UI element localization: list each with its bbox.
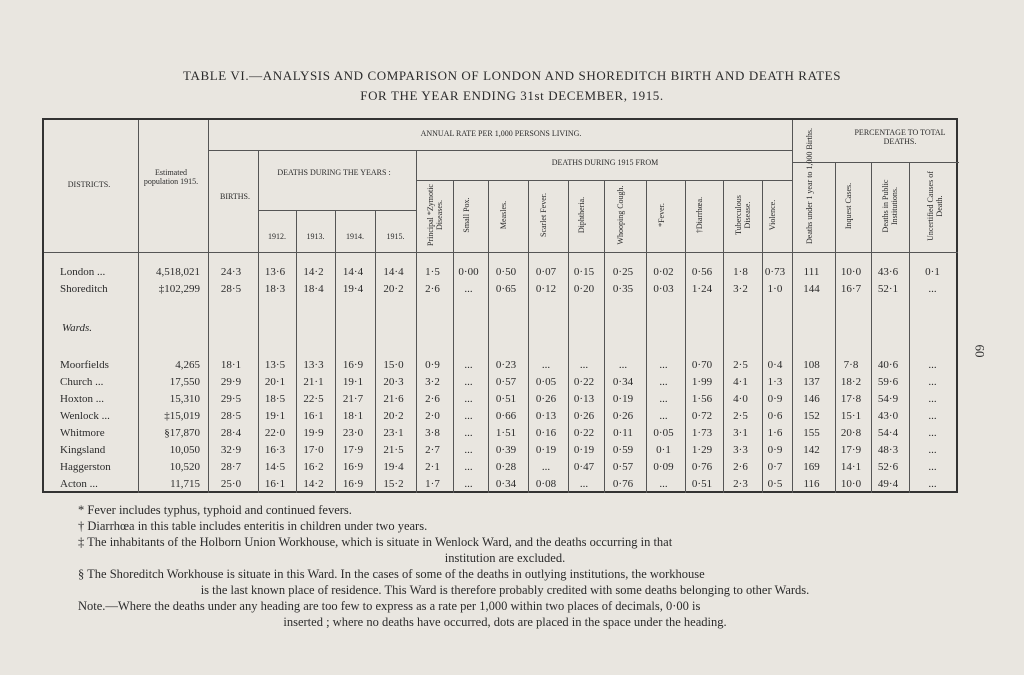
ward-row-cell: 13·5	[264, 359, 286, 371]
ward-row-cell: 0·23	[495, 359, 517, 371]
ward-row-cell: 59·6	[877, 376, 899, 388]
header-deaths-years: DEATHS DURING THE YEARS :	[277, 168, 391, 177]
ward-row-cell: 28·4	[220, 427, 242, 439]
table-row-cell: 0·15	[573, 266, 595, 278]
ward-row-cell: 19·1	[264, 410, 286, 422]
ward-row-cell: 3·1	[733, 427, 748, 439]
table-row-cell: 0·02	[653, 266, 674, 278]
ward-row-cell: ...	[659, 410, 668, 422]
ward-row-cell: 137	[803, 376, 820, 388]
ward-row-cell: 0·26	[612, 410, 634, 422]
ward-row-cell: 14·1	[840, 461, 862, 473]
ward-row-cell: ...	[464, 359, 473, 371]
ward-row-cell: ...	[659, 376, 668, 388]
ward-row-cell: 54·9	[877, 393, 899, 405]
ward-row-cell: 18·1	[342, 410, 364, 422]
ward-row-cell: 28·7	[220, 461, 242, 473]
ward-row-cell: 0·6	[767, 410, 783, 422]
table-subtitle: FOR THE YEAR ENDING 31st DECEMBER, 1915.	[360, 88, 664, 103]
ward-row-cell: 0·08	[535, 478, 557, 490]
ward-row-cell: ...	[928, 427, 937, 439]
table-row-cell: 1·5	[425, 266, 440, 278]
ward-row-cell: 28·5	[220, 410, 242, 422]
header-pct-1: Deaths in Public Institutions.	[881, 179, 899, 233]
ward-row-cell: 20·3	[383, 376, 404, 388]
header-cause-8: Tuberculous Disease.	[733, 195, 752, 235]
header-cause-5: Whooping Cough.	[616, 185, 625, 245]
ward-row-cell: 0·22	[573, 427, 595, 439]
ward-row-cell: 0·13	[573, 393, 595, 405]
header-cause-0: Principal *Zymotic Diseases.	[425, 184, 444, 246]
table-row-cell: 0·12	[535, 283, 557, 295]
ward-row-cell: 20·8	[840, 427, 862, 439]
ward-row-cell: 18·5	[264, 393, 286, 405]
ward-row-cell: 146	[803, 393, 820, 405]
ward-row-cell: ...	[659, 478, 668, 490]
table-row-cell: 3·2	[733, 283, 748, 295]
header-year: 1912.	[268, 232, 286, 241]
table-row-cell: 0·56	[691, 266, 713, 278]
table-row-cell: 18·3	[264, 283, 286, 295]
ward-row-cell: 0·26	[535, 393, 557, 405]
table-row-cell: 14·4	[342, 266, 364, 278]
table-row-cell: ...	[928, 283, 937, 295]
ward-row-cell: 29·9	[220, 376, 242, 388]
ward-row-cell: 19·9	[303, 427, 324, 439]
ward-row-district: Hoxton ...	[60, 393, 104, 405]
ward-row-cell: 0·57	[495, 376, 517, 388]
ward-row-cell: ...	[618, 359, 628, 371]
ward-row-cell: 0·34	[612, 376, 634, 388]
ward-row-cell: 15·0	[383, 359, 404, 371]
column-rule	[416, 150, 417, 493]
ward-row-district: Moorfields	[60, 359, 109, 371]
table-row-cell: 19·4	[342, 283, 364, 295]
ward-row-cell: 7·8	[843, 359, 859, 371]
ward-row-cell: ...	[464, 478, 473, 490]
footnote-note: Note.—Where the deaths under any heading are too few to express as a rate per 1,000 within two places of decimals, 0·00 is	[78, 599, 701, 613]
ward-row-cell: 169	[803, 461, 820, 473]
ward-row-cell: 17·9	[840, 444, 862, 456]
ward-row-cell: 0·47	[573, 461, 595, 473]
ward-row-cell: ...	[659, 393, 668, 405]
ward-row-cell: 29·5	[220, 393, 242, 405]
ward-row-cell: 21·1	[303, 376, 324, 388]
ward-row-cell: ...	[541, 359, 551, 371]
header-cause-1: Small Pox.	[461, 197, 471, 233]
ward-row-cell: 54·4	[877, 427, 899, 439]
header-cause-3: Scarlet Fever.	[539, 193, 548, 237]
footnote-fever: * Fever includes typhus, typhoid and continued fevers.	[78, 503, 352, 517]
ward-row-cell: 0·19	[573, 444, 595, 456]
header-cause-2: Measles.	[499, 200, 508, 230]
header-infant-deaths: Deaths under 1 year to 1,000 Births.	[804, 128, 814, 244]
ward-row-cell: 16·2	[303, 461, 324, 473]
ward-row-cell: 0·9	[767, 393, 783, 405]
ward-row-cell: ...	[464, 427, 473, 439]
footnotes	[60, 502, 950, 630]
ward-row-district: Acton ...	[60, 478, 98, 490]
ward-row-cell: 25·0	[220, 478, 242, 490]
ward-row-cell: 20·1	[264, 376, 286, 388]
ward-row-cell: 0·39	[495, 444, 517, 456]
ward-row-cell: 0·11	[613, 427, 633, 439]
ward-row-cell: 23·0	[342, 427, 364, 439]
ward-row-cell: 0·59	[612, 444, 634, 456]
ward-row-cell: 17,550	[169, 376, 200, 388]
ward-row-cell: ...	[928, 410, 937, 422]
ward-row-cell: 0·7	[767, 461, 783, 473]
table-row-cell: 43·6	[877, 266, 899, 278]
ward-row-cell: 13·3	[303, 359, 324, 371]
ward-row-cell: ...	[464, 461, 473, 473]
ward-row-cell: 0·22	[573, 376, 595, 388]
ward-row-cell: 0·13	[535, 410, 557, 422]
ward-row-cell: 0·9	[767, 444, 783, 456]
ward-row-cell: ...	[464, 410, 473, 422]
header-year: 1914.	[346, 232, 364, 241]
ward-row-cell: 152	[803, 410, 820, 422]
ward-row-cell: 0·76	[612, 478, 634, 490]
ward-row-cell: 0·70	[691, 359, 713, 371]
table-row-cell: 0·50	[495, 266, 517, 278]
ward-row-cell: ...	[928, 444, 937, 456]
table-row-cell: 1·24	[691, 283, 713, 295]
ward-row-cell: 0·51	[495, 393, 517, 405]
table-row-cell: 0·00	[458, 266, 479, 278]
ward-row-cell: 10,050	[169, 444, 200, 456]
ward-row-cell: 3·3	[733, 444, 748, 456]
ward-row-cell: 52·6	[877, 461, 899, 473]
ward-row-cell: 23·1	[383, 427, 404, 439]
ward-row-cell: 0·34	[495, 478, 517, 490]
ward-row-cell: 0·51	[691, 478, 713, 490]
table-row-cell: 0·35	[612, 283, 634, 295]
rule-years	[258, 210, 416, 211]
ward-row-cell: 18·1	[220, 359, 242, 371]
ward-row-cell: 3·8	[425, 427, 440, 439]
header-deaths-from: DEATHS DURING 1915 FROM	[551, 158, 659, 167]
ward-row-cell: 16·3	[264, 444, 286, 456]
header-cause-9: Violence.	[768, 199, 777, 231]
ward-row-cell: 16·9	[342, 478, 364, 490]
ward-row-cell: 10·0	[840, 478, 862, 490]
ward-row-cell: 1·99	[691, 376, 713, 388]
wards-heading: Wards.	[62, 322, 93, 334]
ward-row-cell: ...	[579, 478, 589, 490]
ward-row-cell: 0·1	[656, 444, 671, 456]
ward-row-cell: 16·9	[342, 359, 364, 371]
ward-row-cell: 19·1	[342, 376, 364, 388]
ward-row-cell: 1·56	[691, 393, 713, 405]
ward-row-cell: 1·7	[425, 478, 440, 490]
ward-row-cell: 0·4	[767, 359, 783, 371]
ward-row-cell: ...	[928, 478, 937, 490]
table-row-cell: 16·7	[840, 283, 862, 295]
footnote-holborn: ‡ The inhabitants of the Holborn Union Workhouse, which is situate in Wenlock Ward, and the deaths occurring in that	[78, 535, 673, 549]
ward-row-cell: 2·3	[733, 478, 748, 490]
ward-row-cell: 0·57	[612, 461, 634, 473]
ward-row-cell: ...	[579, 359, 589, 371]
ward-row-cell: 108	[803, 359, 820, 371]
ward-row-cell: 49·4	[877, 478, 899, 490]
table-row-district: London ...	[60, 266, 106, 278]
ward-row-cell: 18·2	[840, 376, 862, 388]
rule-percentage	[792, 162, 959, 163]
table-row-cell: 0·20	[573, 283, 595, 295]
ward-row-cell: 2·5	[733, 410, 748, 422]
ward-row-cell: ...	[659, 359, 668, 371]
ward-row-cell: 21·7	[342, 393, 364, 405]
ward-row-district: Haggerston	[60, 461, 111, 473]
ward-row-cell: 19·4	[383, 461, 404, 473]
ward-row-cell: 15·1	[840, 410, 862, 422]
header-cause-7: †Diarrhœa.	[695, 196, 704, 234]
ward-row-cell: 2·6	[733, 461, 748, 473]
column-rule	[258, 150, 259, 493]
ward-row-cell: 40·6	[877, 359, 899, 371]
ward-row-cell: 0·05	[535, 376, 557, 388]
ward-row-district: Church ...	[60, 376, 104, 388]
table-row-cell: 0·03	[653, 283, 674, 295]
ward-row-cell: 17·8	[840, 393, 862, 405]
footnote-workhouse-cont: is the last known place of residence. This Ward is therefore probably credited with some deaths belonging to other Wards.	[200, 583, 810, 597]
table-row-cell: 10·0	[840, 266, 862, 278]
ward-row-cell: 0·76	[691, 461, 713, 473]
ward-row-cell: 1·29	[691, 444, 713, 456]
ward-row-cell: 22·0	[264, 427, 286, 439]
header-annual-rate: ANNUAL RATE PER 1,000 PERSONS LIVING.	[420, 129, 582, 138]
rule-annual-rate	[208, 150, 792, 151]
table-row-cell: 52·1	[877, 283, 899, 295]
ward-row-cell: 17·9	[342, 444, 364, 456]
table-row-cell: 0·07	[535, 266, 557, 278]
ward-row-cell: 155	[803, 427, 820, 439]
ward-row-district: Kingsland	[60, 444, 106, 456]
header-births: BIRTHS.	[220, 192, 250, 201]
footnote-diarrhoea: † Diarrhœa in this table includes enteritis in children under two years.	[78, 519, 428, 533]
ward-row-cell: 0·72	[691, 410, 713, 422]
ward-row-cell: 20·2	[383, 410, 404, 422]
table-row-cell: 144	[803, 283, 820, 295]
ward-row-cell: §17,870	[164, 427, 200, 439]
ward-row-cell: 32·9	[220, 444, 242, 456]
table-row-cell: 1·8	[733, 266, 748, 278]
table-row-cell: 0·25	[612, 266, 634, 278]
table-row-cell: 20·2	[383, 283, 404, 295]
header-pct-0: Inquest Cases.	[844, 182, 853, 230]
ward-row-cell: 2·5	[733, 359, 748, 371]
ward-row-cell: 0·19	[612, 393, 634, 405]
rule-header-bottom	[44, 252, 958, 253]
footnote-holborn-cont: institution are excluded.	[444, 551, 566, 565]
table-row-cell: 2·6	[425, 283, 440, 295]
ward-row-cell: 0·9	[425, 359, 440, 371]
table-row-cell: 24·3	[220, 266, 242, 278]
ward-row-cell: 15·2	[383, 478, 404, 490]
header-year: 1915.	[386, 232, 405, 241]
ward-row-cell: 0·05	[653, 427, 674, 439]
ward-row-cell: 0·19	[535, 444, 557, 456]
header-year: 1913.	[306, 232, 325, 241]
table-row-cell: 0·73	[764, 266, 786, 278]
ward-row-cell: ...	[464, 376, 473, 388]
ward-row-cell: 21·5	[383, 444, 404, 456]
table-row-cell: 18·4	[303, 283, 324, 295]
table-row-cell: 1·0	[767, 283, 783, 295]
ward-row-cell: ‡15,019	[164, 410, 200, 422]
ward-row-cell: 0·5	[767, 478, 783, 490]
ward-row-cell: 10,520	[169, 461, 200, 473]
ward-row-cell: 1·6	[767, 427, 783, 439]
header-districts: DISTRICTS.	[67, 180, 111, 189]
ward-row-cell: 17·0	[303, 444, 324, 456]
ward-row-cell: 16·9	[342, 461, 364, 473]
table-title: TABLE VI.—ANALYSIS AND COMPARISON OF LONDON AND SHOREDITCH BIRTH AND DEATH RATES	[182, 68, 842, 83]
page-number: 60	[972, 344, 988, 358]
ward-row-cell: 4,265	[175, 359, 200, 371]
ward-row-cell: 0·28	[495, 461, 517, 473]
ward-row-cell: 22·5	[303, 393, 324, 405]
ward-row-cell: 2·7	[425, 444, 440, 456]
ward-row-district: Wenlock ...	[60, 410, 110, 422]
ward-row-cell: 21·6	[383, 393, 404, 405]
ward-row-cell: 2·1	[425, 461, 440, 473]
table-row-cell: 13·6	[264, 266, 286, 278]
table-row-cell: 14·2	[303, 266, 324, 278]
ward-row-cell: ...	[464, 444, 473, 456]
ward-row-cell: 1·51	[495, 427, 517, 439]
ward-row-cell: ...	[464, 393, 473, 405]
ward-row-cell: 3·2	[425, 376, 440, 388]
header-cause-6: *Fever.	[656, 203, 666, 227]
ward-row-cell: 0·09	[653, 461, 674, 473]
ward-row-cell: 142	[803, 444, 820, 456]
ward-row-cell: 2·0	[425, 410, 440, 422]
ward-row-cell: 15,310	[169, 393, 200, 405]
table-row-cell: ...	[464, 283, 473, 295]
ward-row-cell: 1·73	[691, 427, 713, 439]
table-row-cell: 14·4	[383, 266, 404, 278]
ward-row-cell: 1·3	[767, 376, 783, 388]
table-row-cell: 4,518,021	[156, 266, 200, 278]
table-row-cell: ‡102,299	[158, 283, 200, 295]
ward-row-cell: 14·5	[264, 461, 286, 473]
ward-row-cell: 48·3	[877, 444, 899, 456]
table-row-cell: 111	[803, 266, 820, 278]
ward-row-cell: 14·2	[303, 478, 324, 490]
ward-row-cell: 43·0	[877, 410, 899, 422]
header-percentage: PERCENTAGE TO TOTAL DEATHS.	[854, 128, 946, 146]
table-row-cell: 0·65	[495, 283, 517, 295]
footnote-note-cont: inserted ; where no deaths have occurred, dots are placed in the space under the heading.	[283, 615, 727, 629]
ward-row-cell: ...	[928, 461, 937, 473]
ward-row-cell: 4·0	[733, 393, 748, 405]
ward-row-cell: 4·1	[733, 376, 748, 388]
header-cause-4: Diphtheria.	[577, 196, 586, 234]
table-row-district: Shoreditch	[60, 283, 108, 295]
table-row-cell: 28·5	[220, 283, 242, 295]
ward-row-cell: 2·6	[425, 393, 440, 405]
table-row-cell: 0·1	[925, 266, 940, 278]
ward-row-cell: 0·26	[573, 410, 595, 422]
header-pct-2: Uncertified Causes of Death.	[925, 171, 944, 241]
ward-row-district: Whitmore	[60, 427, 105, 439]
footnote-workhouse: § The Shoreditch Workhouse is situate in this Ward. In the cases of some of the deaths in outlying institutions, the workhouse	[78, 567, 705, 581]
ward-row-cell: ...	[541, 461, 551, 473]
ward-row-cell: 116	[803, 478, 820, 490]
ward-row-cell: 11,715	[170, 478, 200, 490]
ward-row-cell: ...	[928, 376, 937, 388]
header-population: Estimated population 1915.	[143, 168, 199, 186]
ward-row-cell: 0·16	[535, 427, 557, 439]
ward-row-cell: ...	[928, 393, 937, 405]
ward-row-cell: 16·1	[303, 410, 324, 422]
ward-row-cell: 0·66	[495, 410, 517, 422]
ward-row-cell: 16·1	[264, 478, 286, 490]
ward-row-cell: ...	[928, 359, 937, 371]
